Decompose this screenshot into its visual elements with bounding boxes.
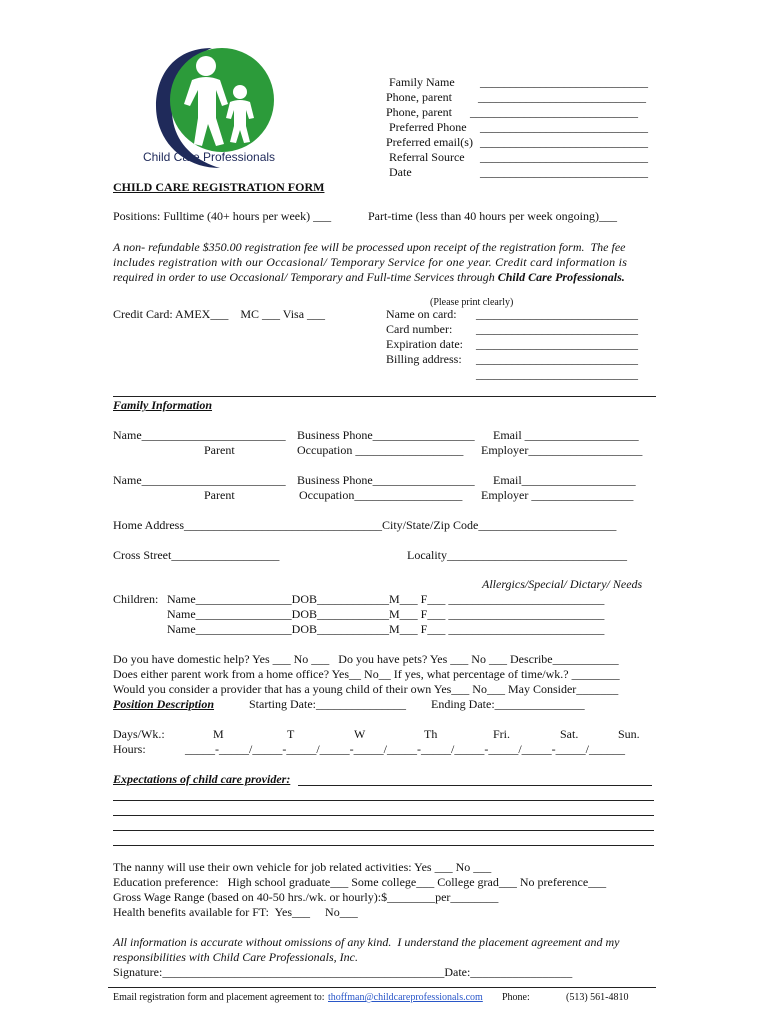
phone-parent-label: Phone, parent bbox=[386, 90, 452, 104]
referral-source-blank[interactable]: ____________________________ bbox=[480, 150, 648, 164]
day-saturday: Sat. bbox=[560, 727, 579, 741]
notice-line-3: required in order to use Occasional/ Temporary and Full-time Services through Child Care Professionals. bbox=[113, 270, 625, 284]
parttime-option[interactable]: Part-time (less than 40 hours per week ongoing)___ bbox=[368, 209, 617, 223]
education-preference[interactable]: Education preference: High school graduate___ Some college___ College grad___ No preference___ bbox=[113, 875, 607, 889]
parent1-email[interactable]: Email ___________________ bbox=[493, 428, 639, 442]
hours-blanks[interactable]: _____-_____/_____-_____/_____-_____/_____-_____/_____-_____/_____-_____/______ bbox=[185, 742, 625, 756]
attestation-line-2: responsibilities with Child Care Professionals, Inc. bbox=[113, 950, 359, 964]
notice-line-1: A non- refundable $350.00 registration fee will be processed upon receipt of the registration form. The fee bbox=[113, 240, 626, 254]
parent2-employer[interactable]: Employer _________________ bbox=[481, 488, 634, 502]
expiration-label: Expiration date: bbox=[386, 337, 463, 351]
footer-email-link[interactable]: thoffman@childcareprofessionals.com bbox=[328, 992, 483, 1003]
phone-parent-blank[interactable]: ____________________________ bbox=[478, 90, 646, 104]
child-row-2[interactable]: Name________________DOB____________M___ F___ __________________________ bbox=[167, 607, 605, 621]
date-blank[interactable]: ____________________________ bbox=[480, 165, 648, 179]
vehicle-question[interactable]: The nanny will use their own vehicle for job related activities: Yes ___ No ___ bbox=[113, 860, 492, 874]
expectations-line-1[interactable] bbox=[113, 800, 654, 801]
expectations-line-0[interactable] bbox=[298, 785, 652, 786]
day-monday: M bbox=[213, 727, 224, 741]
phone-parent-2-label: Phone, parent bbox=[386, 105, 452, 119]
print-clearly-note: (Please print clearly) bbox=[430, 297, 514, 308]
child-row-3[interactable]: Name________________DOB____________M___ F___ __________________________ bbox=[167, 622, 605, 636]
footer-divider bbox=[108, 987, 656, 988]
preferred-phone-blank[interactable]: ____________________________ bbox=[480, 120, 648, 134]
phone-parent-2-blank[interactable]: ____________________________ bbox=[470, 105, 638, 119]
family-name-label: Family Name bbox=[389, 75, 455, 89]
card-number-label: Card number: bbox=[386, 322, 453, 336]
expectations-heading: Expectations of child care provider: bbox=[113, 772, 291, 786]
footer-phone: (513) 561-4810 bbox=[566, 992, 629, 1003]
question-home-office[interactable]: Does either parent work from a home office? Yes__ No__ If yes, what percentage of time/wk.? ________ bbox=[113, 667, 620, 681]
signature-date-line[interactable]: Signature:_______________________________________________Date:_________________ bbox=[113, 965, 573, 979]
starting-date[interactable]: Starting Date:_______________ bbox=[249, 697, 406, 711]
form-title: CHILD CARE REGISTRATION FORM bbox=[113, 180, 325, 194]
expectations-line-3[interactable] bbox=[113, 830, 654, 831]
home-address[interactable]: Home Address_________________________________City/State/Zip Code_______________________ bbox=[113, 518, 617, 532]
logo-caption: Child Care Professionals bbox=[142, 150, 276, 164]
question-domestic-help[interactable]: Do you have domestic help? Yes ___ No ___ Do you have pets? Yes ___ No ___ Describe___________ bbox=[113, 652, 619, 666]
section-divider bbox=[113, 396, 656, 397]
day-tuesday: T bbox=[287, 727, 295, 741]
parent2-business-phone[interactable]: Business Phone_________________ bbox=[297, 473, 475, 487]
parent2-email[interactable]: Email___________________ bbox=[493, 473, 636, 487]
billing-address-blank[interactable]: ___________________________ bbox=[476, 352, 638, 366]
billing-address-blank-2[interactable]: ___________________________ bbox=[476, 367, 638, 381]
parent2-occupation[interactable]: Occupation__________________ bbox=[299, 488, 463, 502]
name-on-card-label: Name on card: bbox=[386, 307, 457, 321]
child-row-1[interactable]: Name________________DOB____________M___ F___ __________________________ bbox=[167, 592, 605, 606]
question-young-child[interactable]: Would you consider a provider that has a young child of their own Yes___ No___ May Consider_______ bbox=[113, 682, 619, 696]
day-friday: Fri. bbox=[493, 727, 511, 741]
attestation-line-1: All information is accurate without omissions of any kind. I understand the placement agreement and my bbox=[113, 935, 620, 949]
parent1-business-phone[interactable]: Business Phone_________________ bbox=[297, 428, 475, 442]
health-benefits[interactable]: Health benefits available for FT: Yes___ No___ bbox=[113, 905, 358, 919]
date-label: Date bbox=[389, 165, 412, 179]
footer-instruction: Email registration form and placement agreement to: bbox=[113, 992, 328, 1003]
credit-card-types[interactable]: Credit Card: AMEX___ MC ___ Visa ___ bbox=[113, 307, 326, 321]
expectations-line-2[interactable] bbox=[113, 815, 654, 816]
parent2-sub-label: Parent bbox=[204, 488, 235, 502]
day-thursday: Th bbox=[424, 727, 438, 741]
ending-date[interactable]: Ending Date:_______________ bbox=[431, 697, 585, 711]
family-name-blank[interactable]: ____________________________ bbox=[480, 75, 648, 89]
parent1-sub-label: Parent bbox=[204, 443, 235, 457]
position-heading: Position Description bbox=[113, 697, 215, 711]
day-sunday: Sun. bbox=[618, 727, 640, 741]
hours-label: Hours: bbox=[113, 742, 146, 756]
notice-line-2: includes registration with our Occasional/ Temporary Service for one year. Credit card information is bbox=[113, 255, 628, 269]
preferred-phone-label: Preferred Phone bbox=[389, 120, 467, 134]
fulltime-option[interactable]: Positions: Fulltime (40+ hours per week) ___ bbox=[113, 209, 332, 223]
preferred-email-label: Preferred email(s) bbox=[386, 135, 473, 149]
billing-address-label: Billing address: bbox=[386, 352, 462, 366]
day-wednesday: W bbox=[354, 727, 366, 741]
footer-phone-label: Phone: bbox=[502, 992, 530, 1003]
parent1-name[interactable]: Name________________________ bbox=[113, 428, 286, 442]
parent1-employer[interactable]: Employer___________________ bbox=[481, 443, 643, 457]
locality[interactable]: Locality______________________________ bbox=[407, 548, 627, 562]
allergies-header: Allergics/Special/ Dictary/ Needs bbox=[482, 577, 643, 591]
referral-source-label: Referral Source bbox=[389, 150, 465, 164]
family-info-heading: Family Information bbox=[113, 398, 213, 412]
parent1-occupation[interactable]: Occupation __________________ bbox=[297, 443, 464, 457]
children-label: Children: bbox=[113, 592, 159, 606]
preferred-email-blank[interactable]: ____________________________ bbox=[480, 135, 648, 149]
card-number-blank[interactable]: ___________________________ bbox=[476, 322, 638, 336]
days-label: Days/Wk.: bbox=[113, 727, 165, 741]
cross-street[interactable]: Cross Street__________________ bbox=[113, 548, 280, 562]
expiration-blank[interactable]: ___________________________ bbox=[476, 337, 638, 351]
name-on-card-blank[interactable]: ___________________________ bbox=[476, 307, 638, 321]
parent2-name[interactable]: Name________________________ bbox=[113, 473, 286, 487]
gross-wage-range[interactable]: Gross Wage Range (based on 40-50 hrs./wk. or hourly):$________per________ bbox=[113, 890, 499, 904]
expectations-line-4[interactable] bbox=[113, 845, 654, 846]
company-name: Child Care Professionals. bbox=[497, 270, 625, 284]
